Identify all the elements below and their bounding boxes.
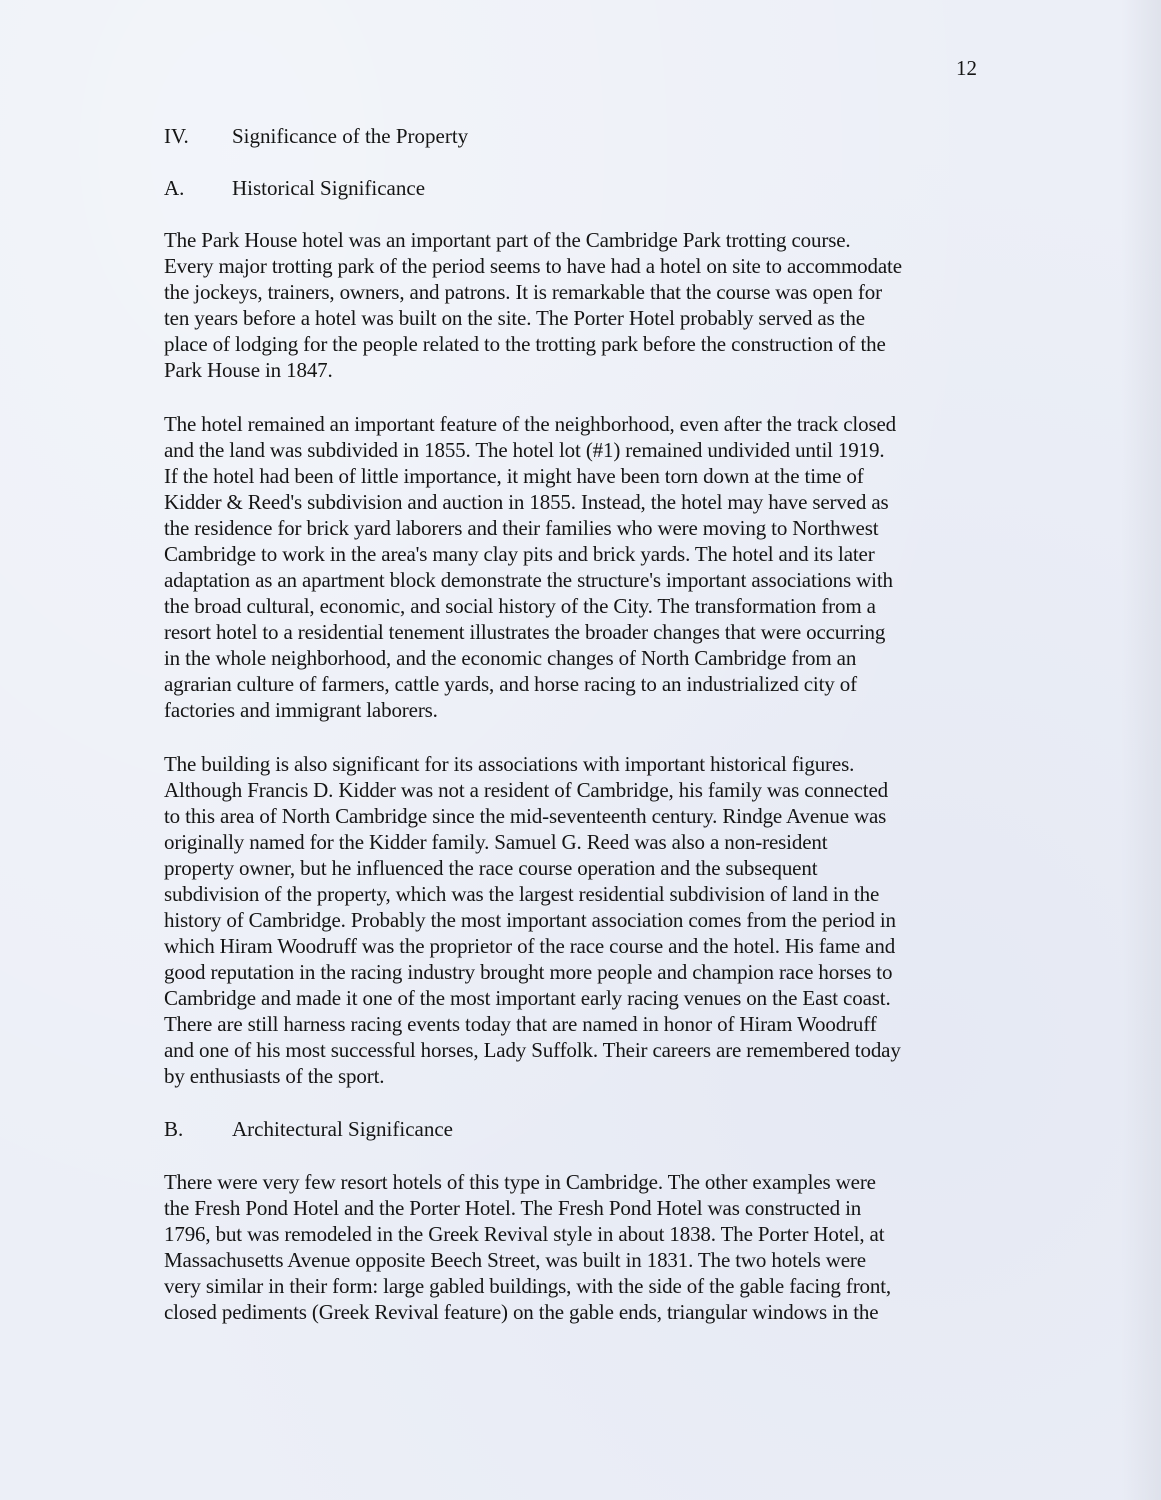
text-line: adaptation as an apartment block demonstrate the structure's important associations with [164, 568, 893, 592]
text-line: which Hiram Woodruff was the proprietor of the race course and the hotel. His fame and [164, 934, 896, 958]
text-line: the broad cultural, economic, and social history of the City. The transformation from a [164, 594, 876, 618]
text-line: by enthusiasts of the sport. [164, 1064, 385, 1088]
subsection-letter: A. [164, 176, 185, 200]
scan-edge-shadow [1121, 0, 1161, 1500]
text-line: Although Francis D. Kidder was not a resident of Cambridge, his family was connected [164, 778, 888, 802]
text-line: If the hotel had been of little importance, it might have been torn down at the time of [164, 464, 864, 488]
subsection-heading-a [164, 176, 425, 201]
page-number: 12 [956, 56, 977, 80]
text-line: good reputation in the racing industry brought more people and champion race horses to [164, 960, 893, 984]
text-line: property owner, but he influenced the race course operation and the subsequent [164, 856, 818, 880]
text-line: Cambridge to work in the area's many clay pits and brick yards. The hotel and its later [164, 542, 875, 566]
text-line: Massachusetts Avenue opposite Beech Street, was built in 1831. The two hotels were [164, 1248, 866, 1272]
subsection-title: Historical Significance [232, 176, 426, 200]
section-number: IV. [164, 124, 189, 148]
text-line: Park House in 1847. [164, 358, 333, 382]
section-heading [164, 124, 468, 149]
text-line: Every major trotting park of the period seems to have had a hotel on site to accommodate [164, 254, 902, 278]
text-line: to this area of North Cambridge since the mid-seventeenth century. Rindge Avenue was [164, 804, 887, 828]
text-line: Kidder & Reed's subdivision and auction in 1855. Instead, the hotel may have served as [164, 490, 889, 514]
text-line: There are still harness racing events today that are named in honor of Hiram Woodruff [164, 1012, 877, 1036]
text-line: place of lodging for the people related to the trotting park before the construction of the [164, 332, 886, 356]
text-line: There were very few resort hotels of this type in Cambridge. The other examples were [164, 1170, 876, 1194]
text-line: The hotel remained an important feature of the neighborhood, even after the track closed [164, 412, 896, 436]
text-line: subdivision of the property, which was the largest residential subdivision of land in the [164, 882, 880, 906]
text-line: agrarian culture of farmers, cattle yards, and horse racing to an industrialized city of [164, 672, 857, 696]
text-line: The building is also significant for its associations with important historical figures. [164, 752, 855, 776]
text-line: closed pediments (Greek Revival feature) on the gable ends, triangular windows in the [164, 1300, 879, 1324]
subsection-heading-b [164, 1117, 453, 1142]
section-title: Significance of the Property [232, 124, 469, 148]
text-line: originally named for the Kidder family. Samuel G. Reed was also a non-resident [164, 830, 828, 854]
text-line: the Fresh Pond Hotel and the Porter Hotel. The Fresh Pond Hotel was constructed in [164, 1196, 862, 1220]
text-line: The Park House hotel was an important part of the Cambridge Park trotting course. [164, 228, 851, 252]
subsection-letter: B. [164, 1117, 184, 1141]
text-line: very similar in their form: large gabled buildings, with the side of the gable facing front, [164, 1274, 892, 1298]
subsection-title: Architectural Significance [232, 1117, 453, 1141]
text-line: Cambridge and made it one of the most important early racing venues on the East coast. [164, 986, 891, 1010]
text-line: history of Cambridge. Probably the most important association comes from the period in [164, 908, 896, 932]
text-line: in the whole neighborhood, and the economic changes of North Cambridge from an [164, 646, 857, 670]
text-line: resort hotel to a residential tenement illustrates the broader changes that were occurring [164, 620, 886, 644]
text-line: ten years before a hotel was built on the site. The Porter Hotel probably served as the [164, 306, 865, 330]
text-line: factories and immigrant laborers. [164, 698, 438, 722]
text-line: 1796, but was remodeled in the Greek Revival style in about 1838. The Porter Hotel, at [164, 1222, 885, 1246]
text-line: the jockeys, trainers, owners, and patrons. It is remarkable that the course was open for [164, 280, 882, 304]
text-line: the residence for brick yard laborers and their families who were moving to Northwest [164, 516, 879, 540]
text-line: and the land was subdivided in 1855. The hotel lot (#1) remained undivided until 1919. [164, 438, 885, 462]
text-line: and one of his most successful horses, Lady Suffolk. Their careers are remembered today [164, 1038, 901, 1062]
